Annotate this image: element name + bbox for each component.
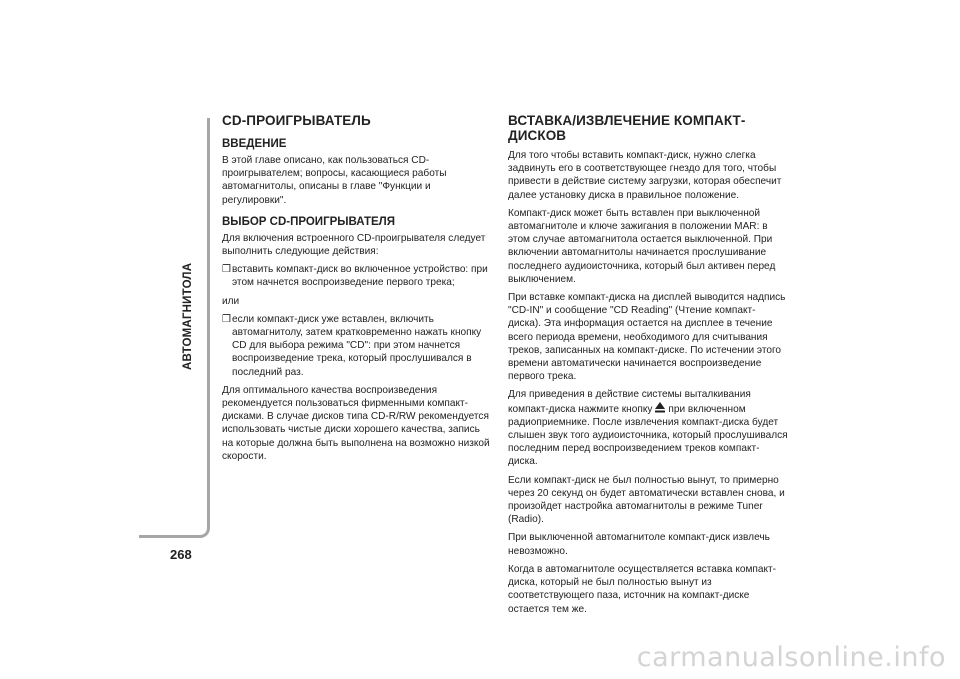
quality-text: Для оптимального качества воспроизведения рекомендуется пользоваться фирменными компакт-дисками. В случае дисков типа CD-R/RW рекомендуется использовать чистые диски хорошего качества, запись на которые должна быть выполнена на возможно низкой скорости. (222, 384, 490, 462)
list-item (222, 263, 492, 289)
select-text: Для включения встроенного CD-проигрывателя следует выполнить следующие действия: (222, 232, 486, 258)
bullet-text: вставить компакт-диск во включенное устройство: при этом начнется воспроизведение первого трека; (232, 264, 488, 289)
select-heading: ВЫБОР CD-ПРОИГРЫВАТЕЛЯ (222, 215, 396, 228)
watermark: carmanualsonline.info (636, 642, 946, 673)
right-column (508, 113, 788, 621)
bullet-text: если компакт-диск уже вставлен, включить автомагнитолу, затем кратковременно нажать кнопку CD для выбора режима "CD": при этом начнется воспроизведение трека, который прослушивался в последний раз. (232, 313, 482, 378)
or-text: или (222, 295, 240, 307)
paragraph-text: Для приведения в действие системы выталкивания компакт-диска нажмите кнопку (508, 389, 751, 415)
intro-text: В этой главе описано, как пользоваться CD-проигрывателем; вопросы, касающиеся работы автомагнитолы, описаны в главе "Функции и регулировки". (222, 155, 447, 206)
paragraph: Для того чтобы вставить компакт-диск, нужно слегка задвинуть его в соответствующее гнездо для того, чтобы привести в действие систему загрузки, которая обеспечит далее установку диска в правильное положение. (508, 150, 782, 201)
chapter-title: CD-ПРОИГРЫВАТЕЛЬ (222, 113, 371, 128)
section-label: АВТОМАГНИТОЛА (182, 262, 194, 370)
paragraph: Когда в автомагнитоле осуществляется вставка компакт-диска, который не был полностью вынут из соответствующего паза, источник на компакт-диске остается тем же. (508, 563, 777, 615)
paragraph: При вставке компакт-диска на дисплей выводится надпись "CD-IN" и сообщение "CD Reading" (Чтение компакт-диска). Эта информация остается на дисплее в течение всего периода времени, необходимого для считывания треков, записанных на компакт-диске. По истечении этого времени автоматически начинается воспроизведение первого трека. (508, 292, 786, 383)
left-column (222, 113, 492, 468)
section-title: ВСТАВКА/ИЗВЛЕЧЕНИЕ КОМПАКТ-ДИСКОВ (508, 113, 746, 143)
list-item (222, 313, 492, 379)
paragraph: При выключенной автомагнитоле компакт-диск извлечь невозможно. (508, 532, 770, 557)
checkbox-bullet-icon: ❒ (222, 264, 231, 276)
page-frame (139, 118, 210, 538)
paragraph: Если компакт-диск не был полностью вынут, то примерно через 20 секунд он будет автоматически вставлен снова, и произойдет настройка автомагнитолы в режиме Tuner (Radio). (508, 474, 785, 526)
paragraph (508, 388, 788, 468)
checkbox-bullet-icon: ❒ (222, 313, 231, 325)
page-number: 268 (170, 547, 192, 562)
intro-heading: ВВЕДЕНИЕ (222, 138, 287, 150)
eject-icon (655, 402, 665, 413)
paragraph: Компакт-диск может быть вставлен при выключенной автомагнитоле и ключе зажигания в положении MAR: в этом случае автомагнитола остается выключенной. При включении автомагнитолы начинается прослушивание последнего аудиоисточника, который был активен перед выключением. (508, 207, 776, 285)
paragraph-text: при включенном радиоприемнике. После извлечения компакт-диска будет слышен звук того аудиоисточника, который прослушивался последним перед воспроизведением треков компакт-диска. (508, 403, 788, 468)
